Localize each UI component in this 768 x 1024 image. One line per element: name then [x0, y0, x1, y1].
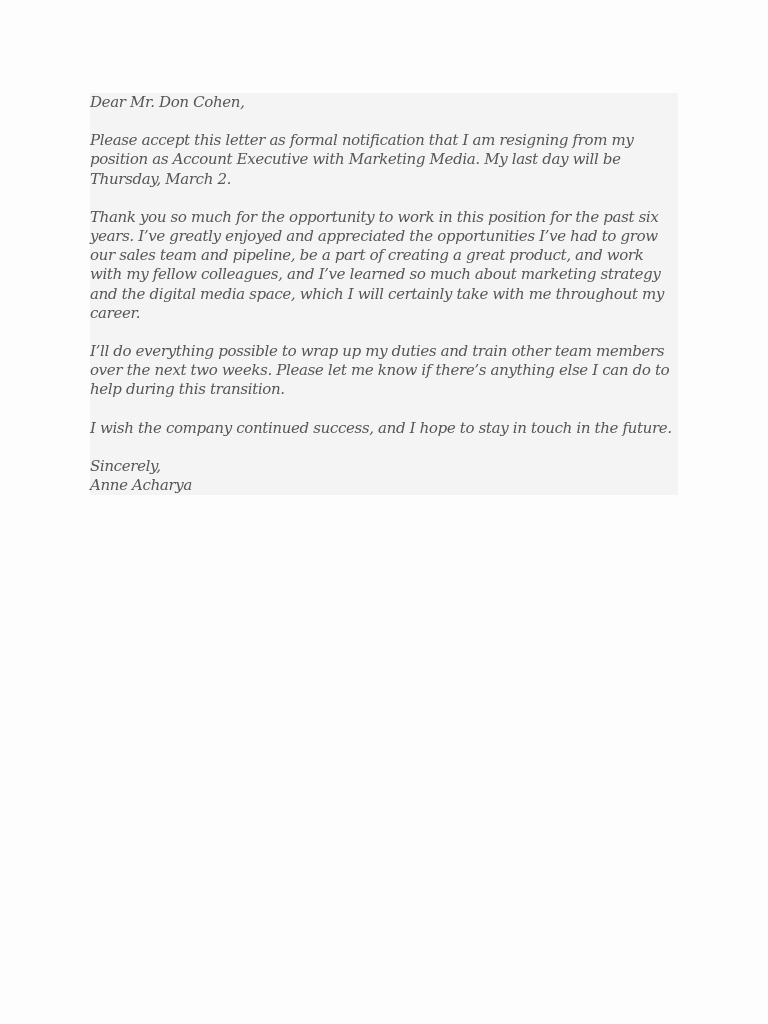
letter-closing: Sincerely, [90, 456, 161, 475]
paragraph-spacer [90, 323, 678, 342]
paragraph-spacer [90, 438, 678, 457]
letter-paragraph-wishes: I wish the company continued success, and I hope to stay in touch in the future. [90, 418, 672, 437]
letter-paragraph-transition: I’ll do everything possible to wrap up my duties and train other team members over the next two weeks. Please let me know if there’s anything else I can do to help during this transition. [90, 342, 670, 399]
letter-salutation: Dear Mr. Don Cohen, [90, 93, 245, 111]
resignation-letter [90, 93, 678, 495]
paragraph-spacer [90, 189, 678, 208]
paragraph-spacer [90, 400, 678, 419]
letter-signature-name: Anne Acharya [90, 476, 193, 495]
paragraph-spacer [90, 112, 678, 131]
letter-paragraph-thanks: Thank you so much for the opportunity to work in this position for the past six years. I’ve greatly enjoyed and appreciated the opportunities I’ve had to grow our sales team and pipeline, be a part of creating a great product, and work with my fellow colleagues, and I’ve learned so much about marketing strategy and the digital media space, which I will certainly take with me throughout my career. [90, 207, 665, 322]
letter-paragraph-notification: Please accept this letter as formal notification that I am resigning from my position as Account Executive with Marketing Media. My last day will be Thursday, March 2. [90, 131, 634, 188]
